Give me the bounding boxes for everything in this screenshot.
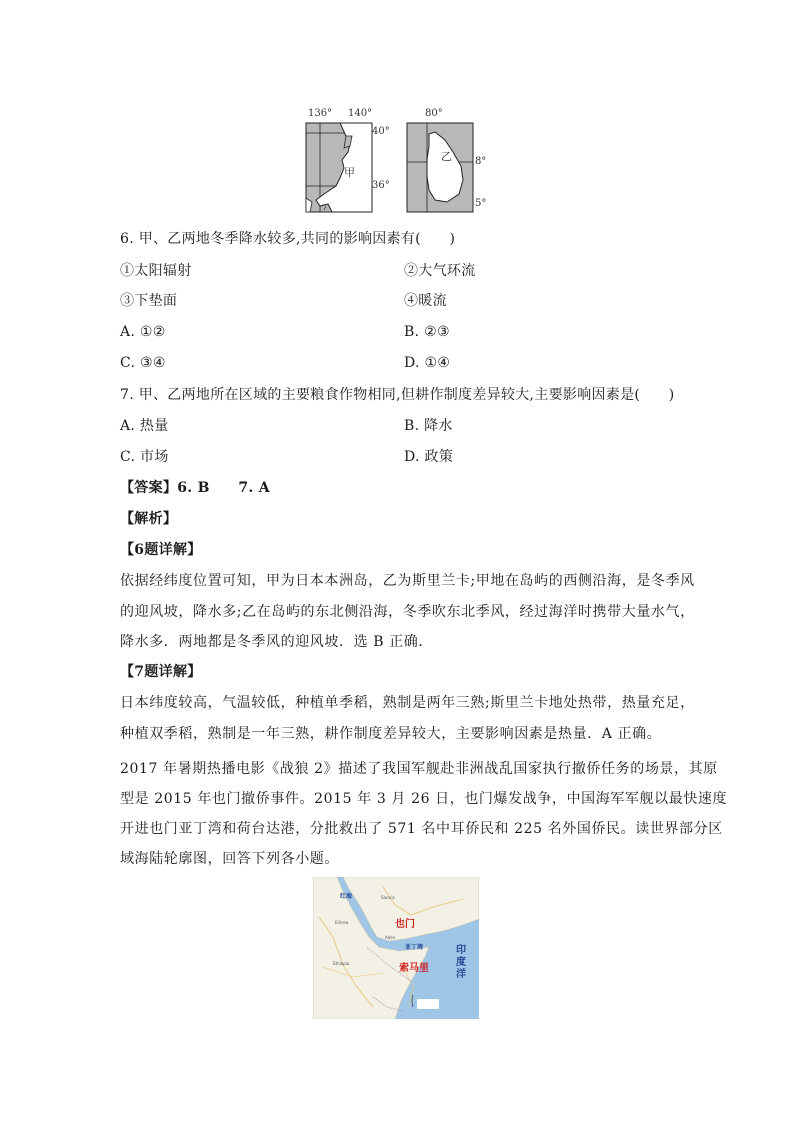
place-label-jia: 甲 xyxy=(344,166,355,179)
q7-explanation-line: 种植双季稻，熟制是一年三熟，耕作制度差异较大，主要影响因素是热量．A 正确。 xyxy=(120,725,662,742)
yemen-label: 也门 xyxy=(395,919,415,930)
lat-label-40: 40° xyxy=(372,126,390,137)
intro-line: 型是 2015 年也门撤侨事件。2015 年 3 月 26 日，也门爆发战争，中国海军军舰以最快速度 xyxy=(120,791,728,807)
q6-explanation-line: 依据经纬度位置可知，甲为日本本洲岛，乙为斯里兰卡;甲地在岛屿的西侧沿海，是冬季风 xyxy=(120,573,695,589)
sanaa-label: Sana'a xyxy=(381,895,395,900)
q6-option-a: A. ①② xyxy=(120,324,166,340)
q7-detail-heading: 【7题详解】 xyxy=(120,664,202,680)
q7-option-b: B. 降水 xyxy=(404,418,453,434)
lon-label-80: 80° xyxy=(425,108,443,119)
lat-label-8: 8° xyxy=(475,156,487,167)
place-label-yi: 乙 xyxy=(441,150,452,163)
answer-line: 【答案】6. B 7. A xyxy=(120,480,270,496)
intro-line: 开进也门亚丁湾和荷台达港，分批救出了 571 名中耳侨民和 225 名外国侨民。读世界部分区 xyxy=(120,821,723,837)
q7-stem: 7. 甲、乙两地所在区域的主要粮食作物相同,但耕作制度差异较大,主要影响因素是( ) xyxy=(120,387,675,403)
japan-outline-map xyxy=(300,106,390,216)
indian-ocean-label: 印度洋 xyxy=(456,945,466,980)
somalia-label: 索马里 xyxy=(399,963,429,974)
q6-item-3: ③下垫面 xyxy=(120,293,178,309)
analysis-heading: 【解析】 xyxy=(120,511,178,527)
q6-explanation-line: 的迎风坡，降水多;乙在岛屿的东北侧沿海，冬季吹东北季风，经过海洋时携带大量水气， xyxy=(120,603,695,620)
q6-item-2: ②大气环流 xyxy=(404,263,476,279)
q7-explanation-line: 日本纬度较高，气温较低，种植单季稻，熟制是两年三熟;斯里兰卡地处热带，热量充足， xyxy=(120,695,695,711)
gulf-of-aden-label: 亚丁湾 xyxy=(405,944,424,951)
red-sea-label: 红海 xyxy=(340,893,353,900)
lon-label-136: 136° xyxy=(308,108,333,119)
q6-explanation xyxy=(120,566,695,658)
gulf-of-aden-outline xyxy=(313,877,479,1019)
q6-item-1: ①太阳辐射 xyxy=(120,263,192,279)
q7-explanation xyxy=(120,688,695,749)
lat-label-36: 36° xyxy=(372,180,390,191)
q6-option-b: B. ②③ xyxy=(404,324,450,340)
q6-option-d: D. ①④ xyxy=(404,355,451,371)
q6-option-c: C. ③④ xyxy=(120,355,166,371)
q6-detail-heading: 【6题详解】 xyxy=(120,542,202,558)
ethiopia-label: Ethiopia xyxy=(333,961,350,966)
q7-option-d: D. 政策 xyxy=(404,449,454,465)
intro-line: 域海陆轮廓图，回答下列各小题。 xyxy=(120,851,339,867)
lat-label-5: 5° xyxy=(475,198,487,209)
q7-option-c: C. 市场 xyxy=(120,449,169,465)
q6-explanation-line: 降水多．两地都是冬季风的迎风坡．选 B 正确． xyxy=(120,634,433,650)
map-figure-japan xyxy=(300,106,390,216)
map-figure-srilanka xyxy=(405,106,495,216)
intro-line: 2017 年暑期热播电影《战狼 2》描述了我国军舰赴非洲战乱国家执行撤侨任务的场景，其原 xyxy=(120,761,718,777)
q6-stem: 6. 甲、乙两地冬季降水较多,共同的影响因素有( ) xyxy=(120,231,456,247)
q7-option-a: A. 热量 xyxy=(120,418,169,434)
aden-label: Aden xyxy=(385,935,396,940)
next-section-intro xyxy=(120,754,728,874)
q6-item-4: ④暖流 xyxy=(404,293,447,309)
lon-label-140: 140° xyxy=(348,108,373,119)
eritrea-label: Eritrea xyxy=(335,920,349,925)
gulf-of-aden-map xyxy=(313,877,479,1019)
